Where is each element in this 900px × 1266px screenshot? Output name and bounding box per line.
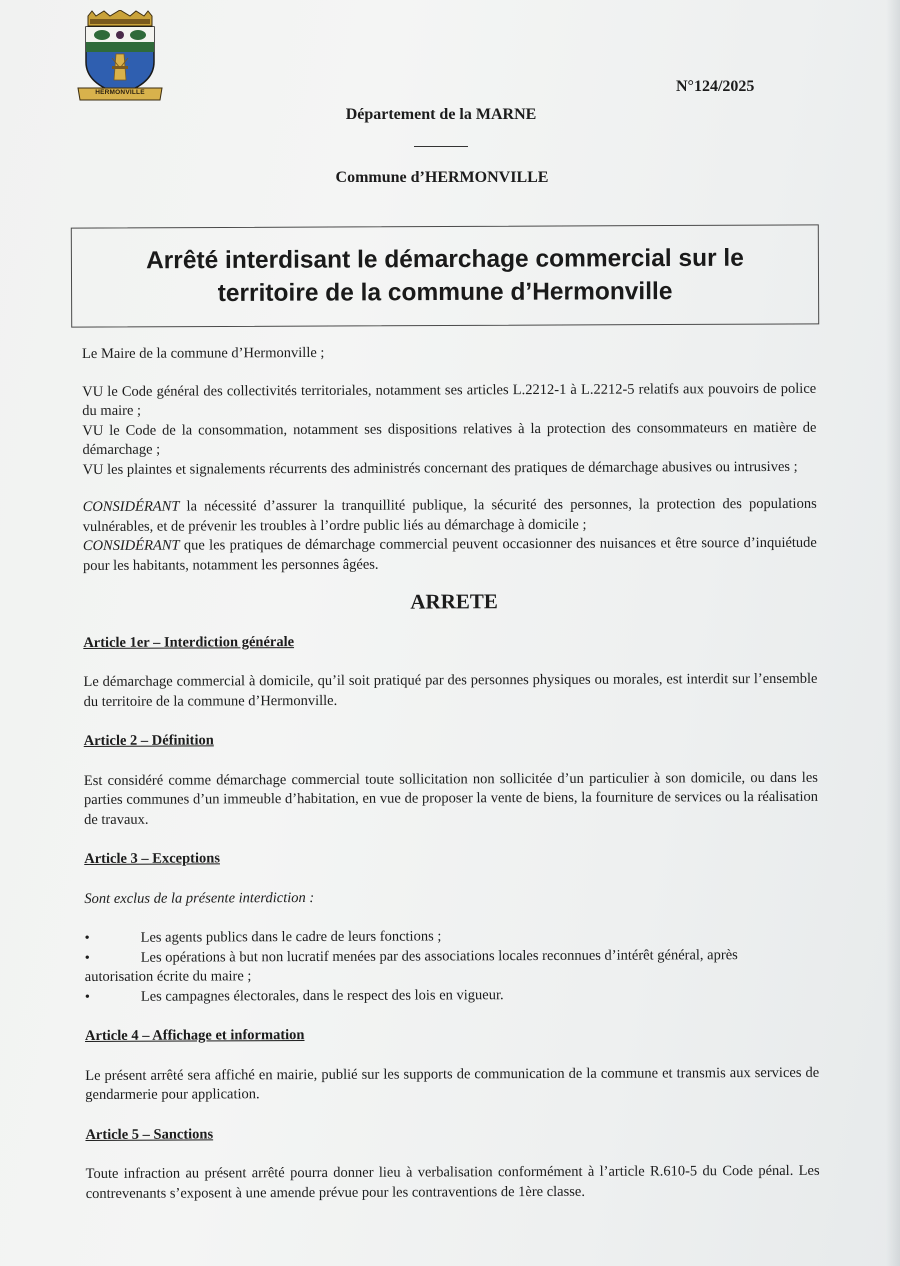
list-item	[85, 945, 819, 968]
considerant-keyword: CONSIDÉRANT	[82, 537, 180, 554]
considerant-keyword: CONSIDÉRANT	[82, 498, 180, 515]
bullet-icon: •	[84, 929, 90, 946]
list-item-text: Les opérations à but non lucratif menées par des associations locales reconnues d’intérêt général, après	[140, 946, 738, 966]
vu-clause-3: VU les plaintes et signalements récurrents des administrés concernant des pratiques de démarchage abusives ou intrusives ;	[82, 458, 798, 478]
list-item-text: Les campagnes électorales, dans le respect des lois en vigueur.	[140, 986, 504, 1005]
considerant-clause-1	[83, 495, 817, 537]
article-4-text: Le présent arrêté sera affiché en mairie, publié sur les supports de communication de la commune et transmis aux services de gendarmerie pour application.	[85, 1064, 820, 1103]
commune-heading: Commune d’HERMONVILLE	[335, 169, 549, 186]
preamble-intro: Le Maire de la commune d’Hermonville ;	[82, 344, 325, 362]
article-3-heading: Article 3 – Exceptions	[84, 850, 220, 867]
bullet-icon: •	[84, 988, 90, 1005]
document-title-box	[71, 224, 819, 327]
document-title-line-1: Arrêté interdisant le démarchage commercial sur le	[145, 244, 744, 275]
article-3-intro: Sont exclus de la présente interdiction :	[84, 889, 315, 907]
vu-clause-2: VU le Code de la consommation, notamment ses dispositions relatives à la protection des consommateurs en matière de démarchage ;	[82, 419, 817, 458]
vu-clause-1: VU le Code général des collectivités territoriales, notamment ses articles L.2212-1 à L.2212-5 relatifs aux pouvoirs de police du maire ;	[82, 380, 817, 419]
article-1-text: Le démarchage commercial à domicile, qu’il soit pratiqué par des personnes physiques ou morales, est interdit sur l’ensemble du territoire de la commune d’Hermonville.	[83, 670, 818, 710]
article-2-text: Est considéré comme démarchage commercial toute sollicitation non sollicitée d’un particulier à son domicile, ou dans les parties communes d’un immeuble d’habitation, en vue de proposer la vente de biens, la fourniture de services ou la réalisation de travaux.	[83, 769, 819, 828]
crest-banner-text: HERMONVILLE	[95, 89, 145, 96]
list-item-text: Les agents publics dans le cadre de leurs fonctions ;	[140, 928, 442, 946]
coat-of-arms-logo	[76, 10, 164, 106]
article-2-heading: Article 2 – Définition	[83, 732, 214, 749]
article-4-heading: Article 4 – Affichage et information	[84, 1027, 305, 1044]
considerant-text: que les pratiques de démarchage commercial peuvent occasionner des nuisances et être source d’inquiétude pour les habitants, notamment les personnes âgées.	[82, 534, 817, 574]
list-item-continuation: autorisation écrite du maire ;	[84, 968, 252, 985]
article-5-text: Toute infraction au présent arrêté pourra donner lieu à verbalisation conformément à l’article R.610-5 du Code pénal. Les contrevenants s’exposent à une amende prévue pour les contraventions de 1ère classe.	[85, 1162, 820, 1202]
document-body	[82, 342, 820, 1204]
considerant-clause-2	[83, 534, 817, 576]
reference-number: N°124/2025	[676, 78, 755, 95]
bullet-icon: •	[84, 949, 90, 966]
department-heading: Département de la MARNE	[345, 106, 537, 123]
separator-rule	[414, 146, 468, 147]
document-title-line-2: territoire de la commune d’Hermonville	[217, 278, 673, 307]
list-item	[85, 984, 819, 1007]
decision-heading: ARRETE	[410, 589, 498, 614]
article-1-heading: Article 1er – Interdiction générale	[83, 633, 295, 651]
article-5-heading: Article 5 – Sanctions	[85, 1125, 214, 1143]
considerant-text: la nécessité d’assurer la tranquillité publique, la sécurité des personnes, la protection des populations vulnérables, et de prévenir les troubles à l’ordre public liés au démarchage à domicile ;	[82, 495, 817, 535]
